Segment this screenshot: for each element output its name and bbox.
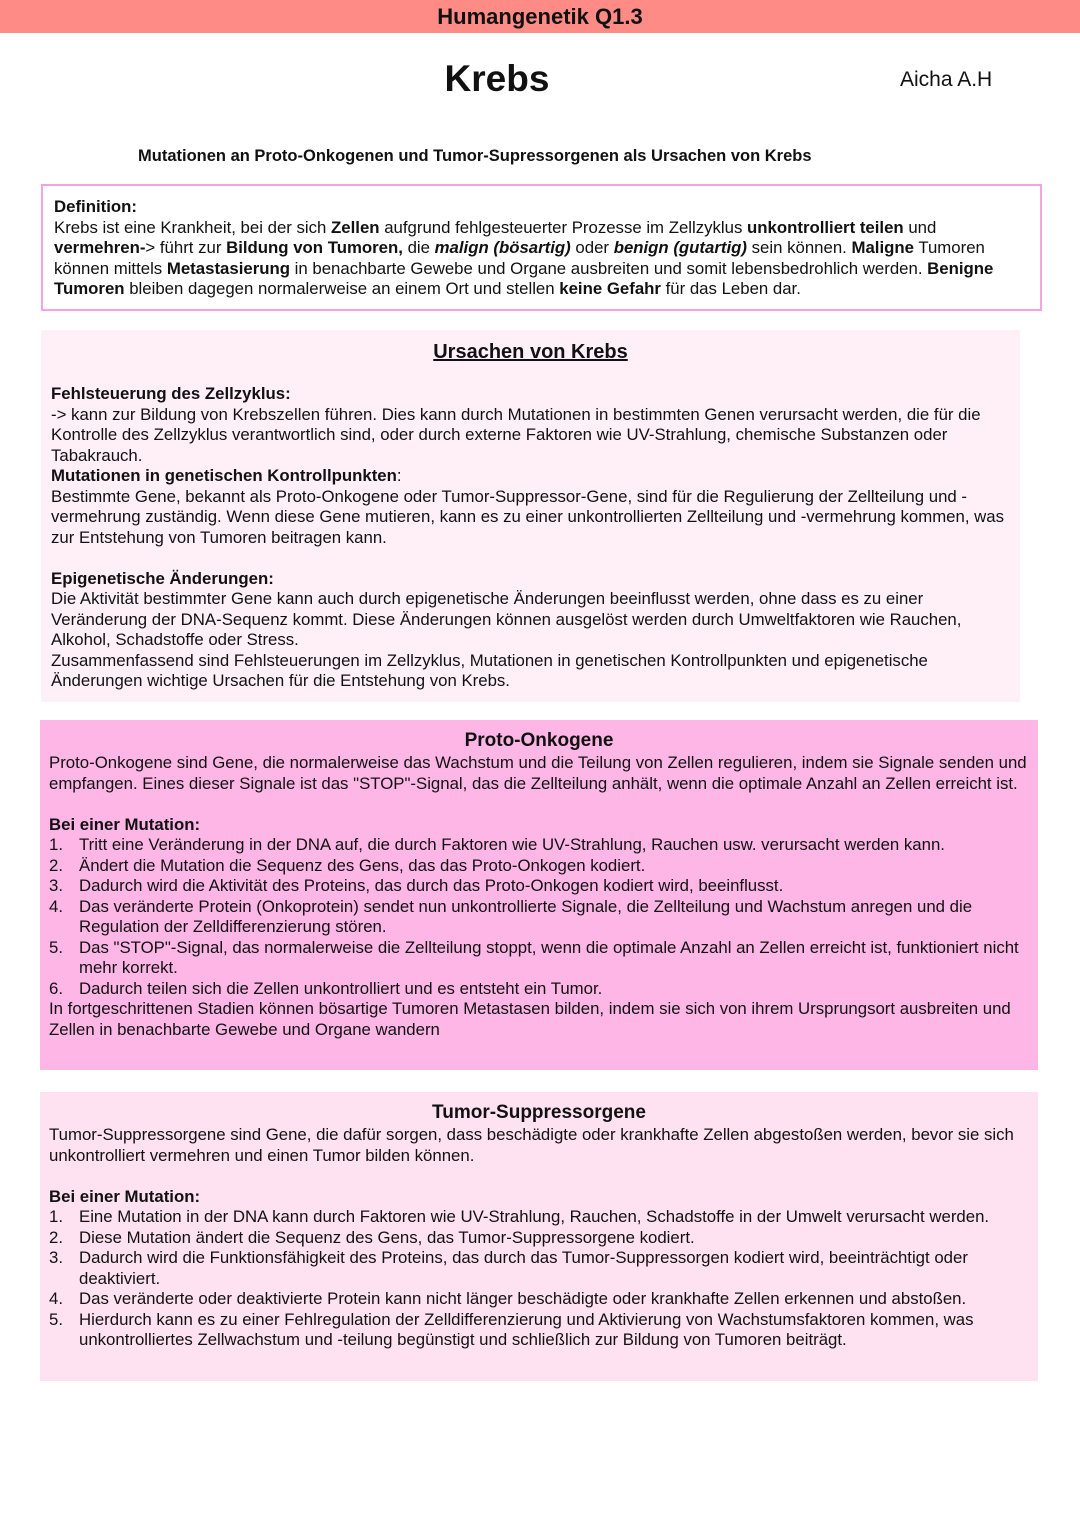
list-text: Hierdurch kann es zu einer Fehlregulation der Zelldifferenzierung und Aktivierung von Wachstumsfaktoren kommen, was unkontrolliertes Zellwachstum und -teilung begünstigt und schließlich zur Bildung von Tumoren beiträgt. (79, 1309, 974, 1349)
text-segment: sein können. (746, 238, 852, 257)
mutation-heading: Bei einer Mutation: (49, 1186, 201, 1206)
list-text: Das "STOP"-Signal, das normalerweise die Zellteilung stoppt, wenn die optimale Anzahl an Zellen erreicht ist, funktioniert nicht mehr korrekt. (79, 937, 1019, 977)
list-item (49, 1207, 1029, 1228)
definition-box (41, 184, 1042, 311)
paragraph: Zusammenfassend sind Fehlsteuerungen im Zellzyklus, Mutationen in genetischen Kontrollpunkten und epigenetische Änderungen wichtige Ursachen für die Entstehung von Krebs. (51, 650, 928, 690)
text-segment: Krebs ist eine Krankheit, bei der sich (54, 217, 332, 237)
paragraph: -> kann zur Bildung von Krebszellen führen. Dies kann durch Mutationen in bestimmten Genen verursacht werden, die für die Kontrolle des Zellzyklus verantwortlich sind, oder durch externe Faktoren wie UV-Strahlung, chemische Substanzen oder Tabakrauch. (51, 404, 981, 465)
text-segment: in benachbarte Gewebe und Organe ausbreiten und somit lebensbedrohlich werden. (289, 258, 928, 278)
paragraph: Proto-Onkogene sind Gene, die normalerweise das Wachstum und die Teilung von Zellen regulieren, indem sie Signale senden und empfangen. Eines dieser Signale ist das "STOP"-Signal, das die Zellteilung anhält, wenn die optimale Anzahl an Zellen erreicht ist. (49, 753, 1027, 793)
list-number: 1. (49, 835, 63, 854)
paragraph: Bestimmte Gene, bekannt als Proto-Onkogene oder Tumor-Suppressor-Gene, sind für die Regulierung der Zellteilung und -vermehrung zuständig. Wenn diese Gene mutieren, kann es zu einer unkontrollierten Zellteilung und -vermehrung kommen, was zur Entstehung von Tumoren beitragen kann. (51, 486, 1004, 547)
list-text: Tritt eine Veränderung in der DNA auf, die durch Faktoren wie UV-Strahlung, Rauchen usw. verursacht werden kann. (79, 835, 945, 854)
emphasis-text: malign (bösartig) (434, 238, 571, 257)
text-segment: > führt zur (145, 238, 227, 257)
proto-onkogene-section (40, 720, 1038, 1070)
emphasis-text: Maligne (851, 238, 914, 257)
definition-heading: Definition: (54, 197, 137, 216)
list-text: Dadurch wird die Funktionsfähigkeit des Proteins, das durch das Tumor-Suppressorgen kodiert wird, beeinträchtigt oder deaktiviert. (79, 1248, 968, 1288)
emphasis-text: benign (gutartig) (613, 238, 747, 257)
paragraph: Die Aktivität bestimmter Gene kann auch durch epigenetische Änderungen beeinflusst werden, ohne dass es zu einer Veränderung der DNA-Sequenz kommt. Diese Änderungen können ausgelöst werden durch Umweltfaktoren wie Rauchen, Alkohol, Schadstoffe oder Stress. (51, 589, 962, 649)
emphasis-text: keine Gefahr (559, 279, 661, 298)
header-bar: Humangenetik Q1.3 (0, 0, 1080, 33)
definition-text (54, 218, 1029, 300)
author: Aicha A.H (900, 68, 993, 91)
list-number: 5. (49, 1309, 63, 1329)
list-item (49, 1228, 1029, 1249)
mutation-list (49, 835, 1029, 999)
list-item (49, 979, 1029, 1000)
text-segment: bleiben dagegen normalerweise an einem Ort und stellen (124, 279, 560, 298)
list-text: Das veränderte oder deaktivierte Protein kann nicht länger beschädigte oder krankhafte Zellen erkennen und abstoßen. (79, 1289, 967, 1308)
list-item (49, 1310, 1029, 1351)
mutation-list (49, 1207, 1029, 1351)
list-number: 5. (49, 937, 63, 957)
paragraph: Tumor-Suppressorgene sind Gene, die dafür sorgen, dass beschädigte oder krankhafte Zellen abgestoßen werden, bevor sie sich unkontrolliert vermehren und einen Tumor bilden können. (49, 1125, 1014, 1165)
proto-heading: Proto-Onkogene (464, 730, 614, 751)
section-subheading: Epigenetische Änderungen: (51, 568, 274, 588)
list-number: 4. (49, 1289, 63, 1308)
emphasis-text: Metastasierung (166, 258, 290, 278)
text-segment: für das Leben dar. (660, 279, 801, 298)
list-item (49, 876, 1029, 897)
list-item (49, 1289, 1029, 1310)
tumor-heading: Tumor-Suppressorgene (432, 1102, 646, 1123)
section-subheading: Mutationen in genetischen Kontrollpunkten (51, 466, 397, 485)
emphasis-text: Bildung von Tumoren, (226, 238, 403, 257)
list-text: Das veränderte Protein (Onkoprotein) sendet nun unkontrollierte Signale, die Zellteilung und Wachstum anregen und die Regulation der Zelldifferenzierung stören. (79, 896, 973, 936)
list-text: Dadurch wird die Aktivität des Proteins, das durch das Proto-Onkogen kodiert wird, beeinflusst. (79, 876, 784, 895)
ursachen-section (41, 330, 1020, 702)
text-segment: aufgrund fehlgesteuerter Prozesse im Zellzyklus (379, 217, 748, 237)
emphasis-text: unkontrolliert teilen (747, 217, 904, 237)
emphasis-text: Zellen (331, 217, 380, 237)
page-title: Krebs (444, 58, 550, 99)
list-text: Ändert die Mutation die Sequenz des Gens, das das Proto-Onkogen kodiert. (79, 855, 646, 875)
list-number: 1. (49, 1207, 63, 1226)
ursachen-heading: Ursachen von Krebs (433, 341, 628, 363)
text-segment: und (903, 217, 937, 237)
list-item (49, 835, 1029, 856)
emphasis-text: vermehren- (54, 238, 146, 257)
mutation-heading: Bei einer Mutation: (49, 814, 201, 834)
colon: : (396, 466, 402, 485)
list-number: 4. (49, 896, 63, 916)
paragraph: In fortgeschrittenen Stadien können bösartige Tumoren Metastasen bilden, indem sie sich von ihrem Ursprungsort ausbreiten und Zellen in benachbarte Gewebe und Organe wandern (49, 999, 1011, 1039)
subtitle: Mutationen an Proto-Onkogenen und Tumor-Supressorgenen als Ursachen von Krebs (138, 147, 812, 165)
text-segment: Tumoren können mittels (54, 238, 985, 278)
section-subheading-row (51, 466, 1010, 487)
list-text: Diese Mutation ändert die Sequenz des Gens, das Tumor-Suppressorgene kodiert. (79, 1227, 695, 1247)
section-subheading: Fehlsteuerung des Zellzyklus: (51, 384, 291, 403)
text-segment: oder (570, 238, 614, 257)
list-text: Eine Mutation in der DNA kann durch Faktoren wie UV-Strahlung, Rauchen, Schadstoffe in der Umwelt verursacht werden. (79, 1207, 990, 1226)
list-number: 3. (49, 876, 63, 895)
list-number: 2. (49, 855, 63, 875)
list-number: 2. (49, 1227, 63, 1247)
list-item (49, 1248, 1029, 1289)
list-text: Dadurch teilen sich die Zellen unkontrolliert und es entsteht ein Tumor. (79, 978, 603, 998)
tumor-suppressorgene-section (40, 1092, 1038, 1381)
list-number: 6. (49, 978, 63, 998)
list-item (49, 897, 1029, 938)
list-item (49, 856, 1029, 877)
emphasis-text: Benigne Tumoren (54, 258, 994, 298)
list-item (49, 938, 1029, 979)
list-number: 3. (49, 1248, 63, 1267)
text-segment: die (402, 238, 435, 257)
